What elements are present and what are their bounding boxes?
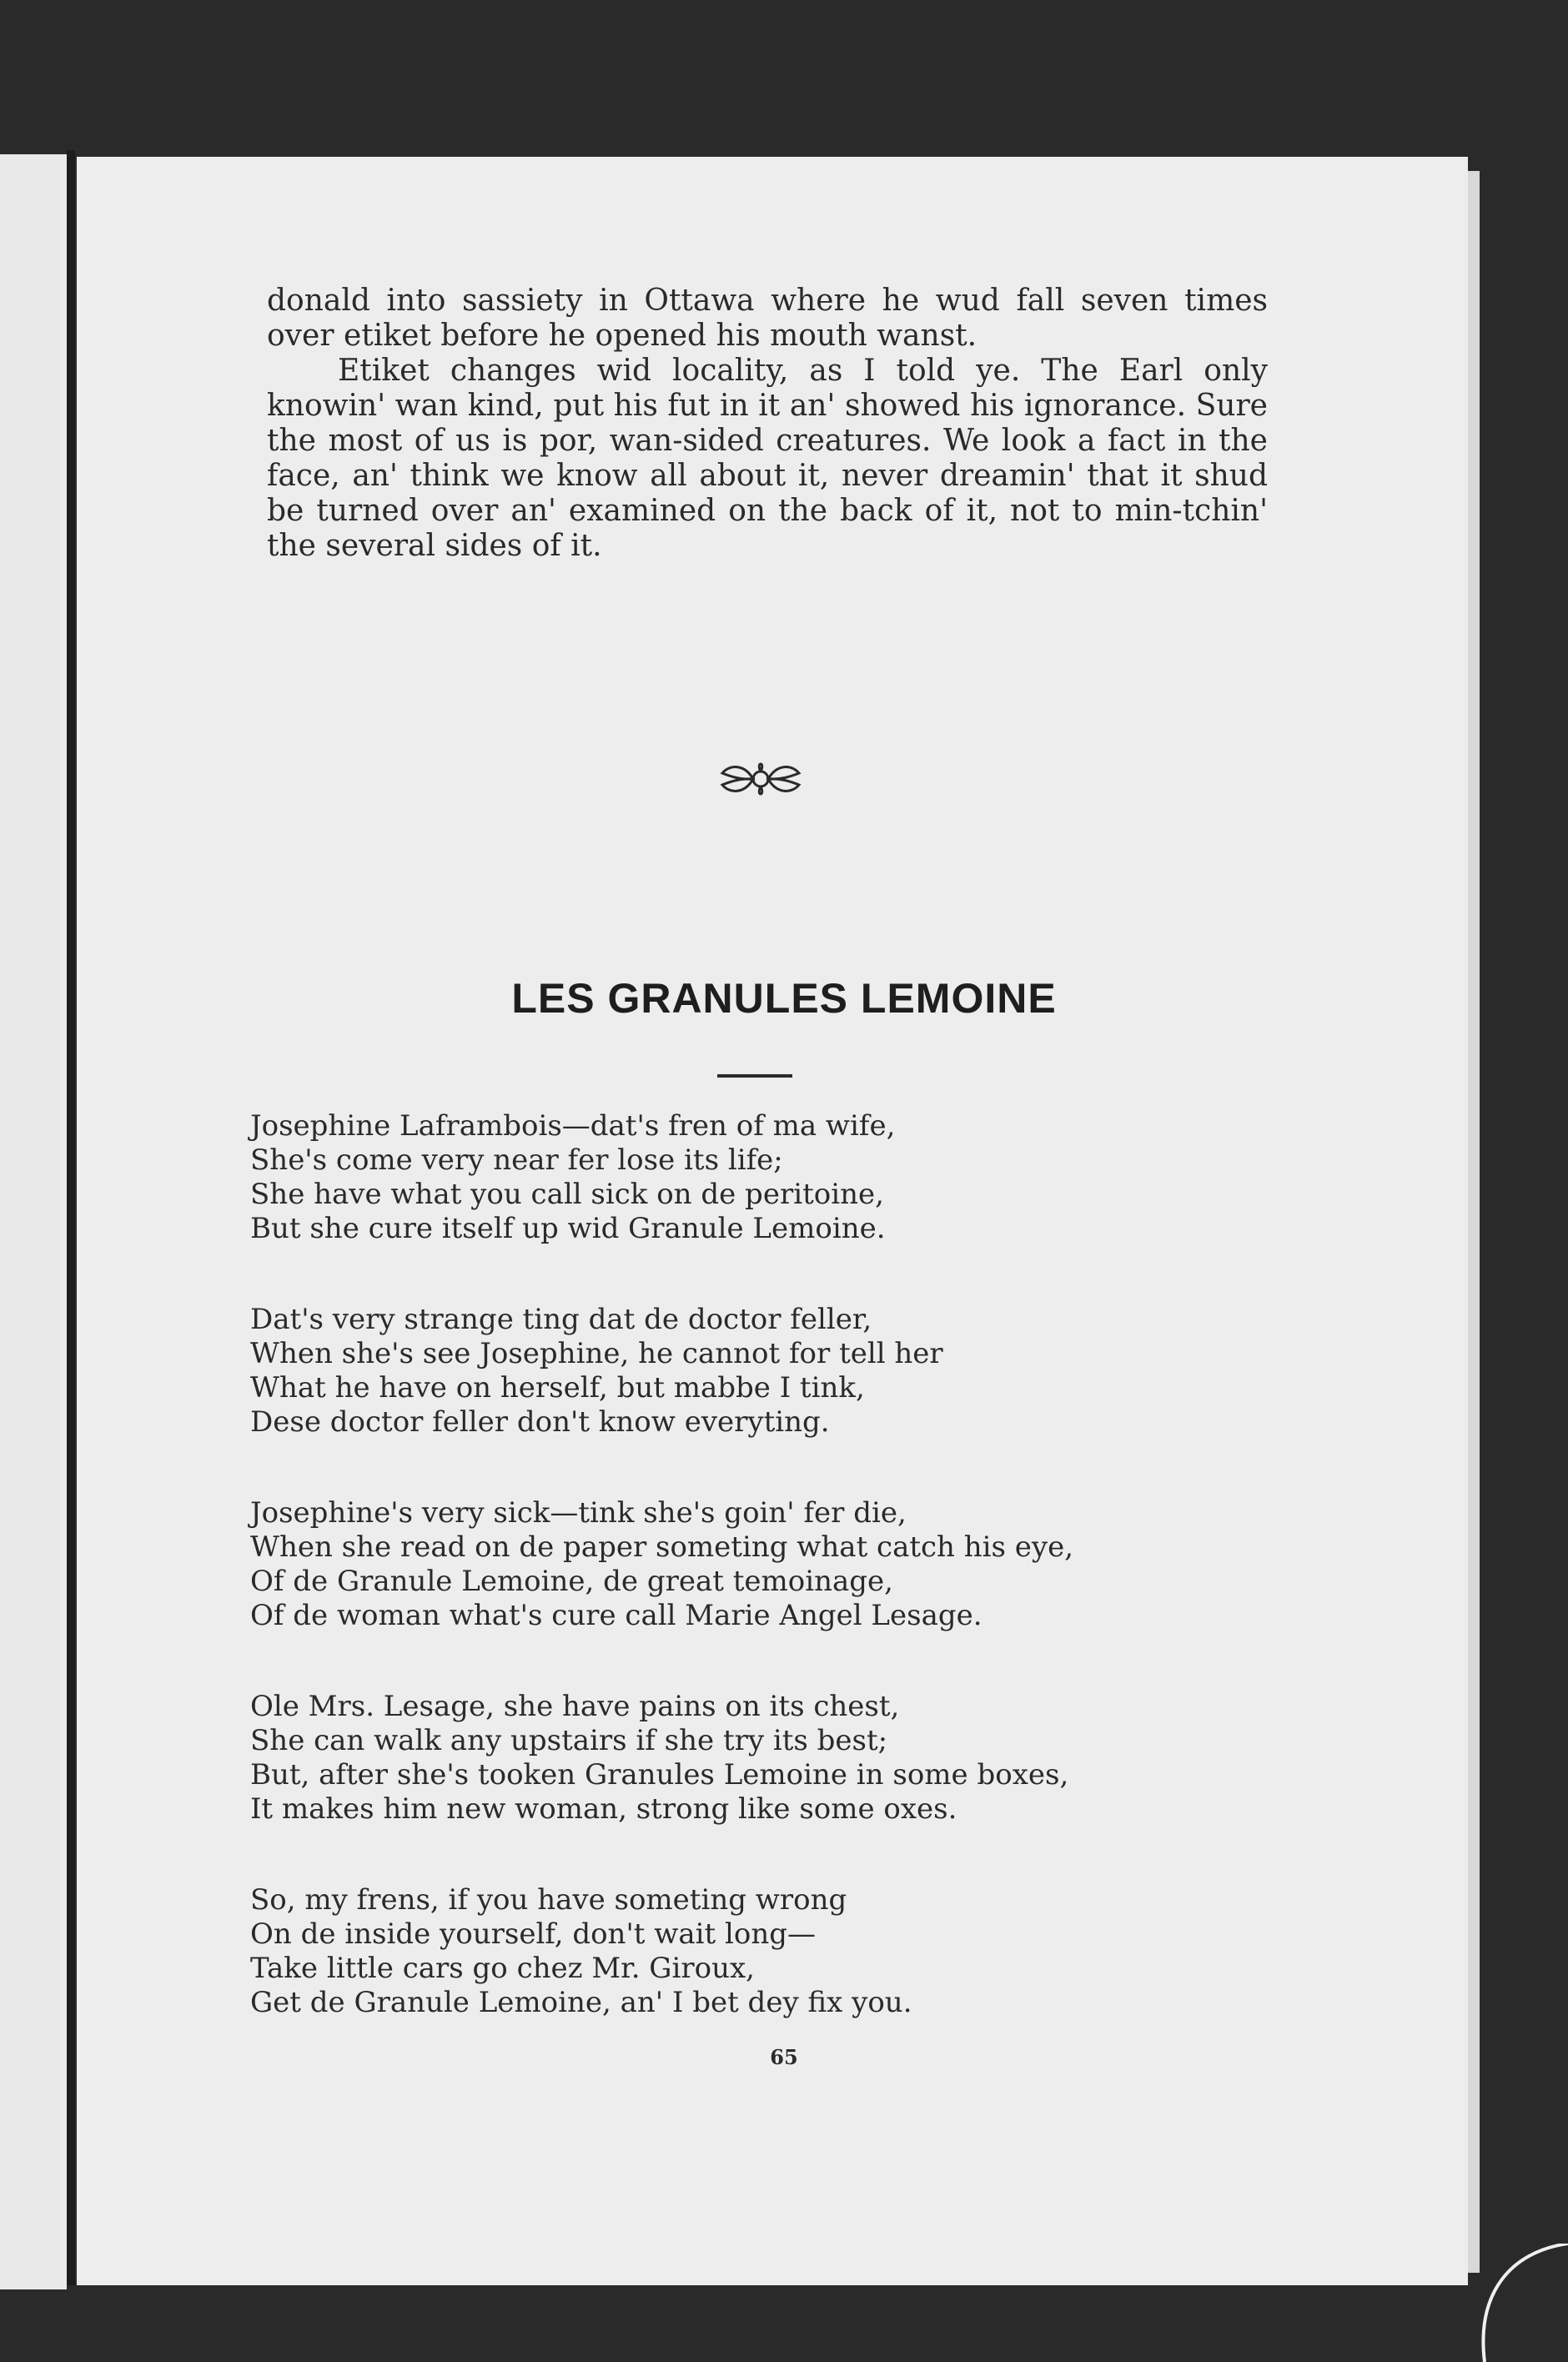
- verse-line: She's come very near fer lose its life;: [250, 1143, 783, 1177]
- verse-line: Get de Granule Lemoine, an' I bet dey fix you.: [250, 1986, 912, 2019]
- stanza-5: [250, 1883, 1251, 2020]
- page-edge-shadow: [1468, 171, 1480, 2273]
- stanza-2: [250, 1303, 1251, 1440]
- verse-line: So, my frens, if you have someting wrong: [250, 1883, 847, 1917]
- verse-line: But she cure itself up wid Granule Lemoine.: [250, 1212, 886, 1245]
- verse-line: Of de Granule Lemoine, de great temoinage,: [250, 1565, 893, 1598]
- prose-paragraph-2: Etiket changes wid locality, as I told ye. The Earl only knowin' wan kind, put his fut in it an' showed his ignorance. Sure the most of us is por, wan-sided creatures. We look a fact in the face, an' think we know all about it, never dreamin' that it shud be turned over an' examined on the back of it, not to min-tchin' the several sides of it.: [267, 354, 1268, 563]
- verse-line: Of de woman what's cure call Marie Angel Lesage.: [250, 1599, 983, 1632]
- verse-line: Take little cars go chez Mr. Giroux,: [250, 1952, 755, 1985]
- verse-line: When she's see Josephine, he cannot for tell her: [250, 1337, 943, 1370]
- verse-line: But, after she's tooken Granules Lemoine in some boxes,: [250, 1758, 1069, 1792]
- verse-line: Josephine Laframbois—dat's fren of ma wife,: [250, 1109, 896, 1143]
- poem-body: [250, 1109, 1251, 2020]
- page-number: 65: [770, 2045, 798, 2069]
- verse-line: What he have on herself, but mabbe I tink,: [250, 1371, 865, 1405]
- prose-text: [267, 284, 1268, 564]
- ornament-icon: [719, 755, 802, 803]
- poem-title: LES GRANULES LEMOINE: [511, 975, 1057, 1022]
- verse-line: Josephine's very sick—tink she's goin' fer die,: [250, 1496, 907, 1530]
- verse-line: Dese doctor feller don't know everyting.: [250, 1405, 830, 1439]
- stanza-4: [250, 1690, 1251, 1827]
- stanza-1: [250, 1109, 1251, 1246]
- verse-line: On de inside yourself, don't wait long—: [250, 1917, 816, 1951]
- verse-line: She can walk any upstairs if she try its best;: [250, 1724, 888, 1757]
- page-corner-curl: [1385, 2244, 1568, 2362]
- verse-line: She have what you call sick on de peritoine,: [250, 1178, 884, 1211]
- verse-line: Dat's very strange ting dat de doctor feller,: [250, 1303, 872, 1336]
- verse-line: Ole Mrs. Lesage, she have pains on its chest,: [250, 1690, 900, 1723]
- verse-line: It makes him new woman, strong like some oxes.: [250, 1792, 957, 1826]
- facing-page-edge: [0, 154, 67, 2289]
- title-divider: [717, 1074, 792, 1078]
- verse-line: When she read on de paper someting what catch his eye,: [250, 1530, 1074, 1564]
- book-gutter: [67, 150, 75, 2285]
- stanza-3: [250, 1496, 1251, 1633]
- prose-paragraph-1: donald into sassiety in Ottawa where he wud fall seven times over etiket before he opened his mouth wanst.: [267, 284, 1268, 353]
